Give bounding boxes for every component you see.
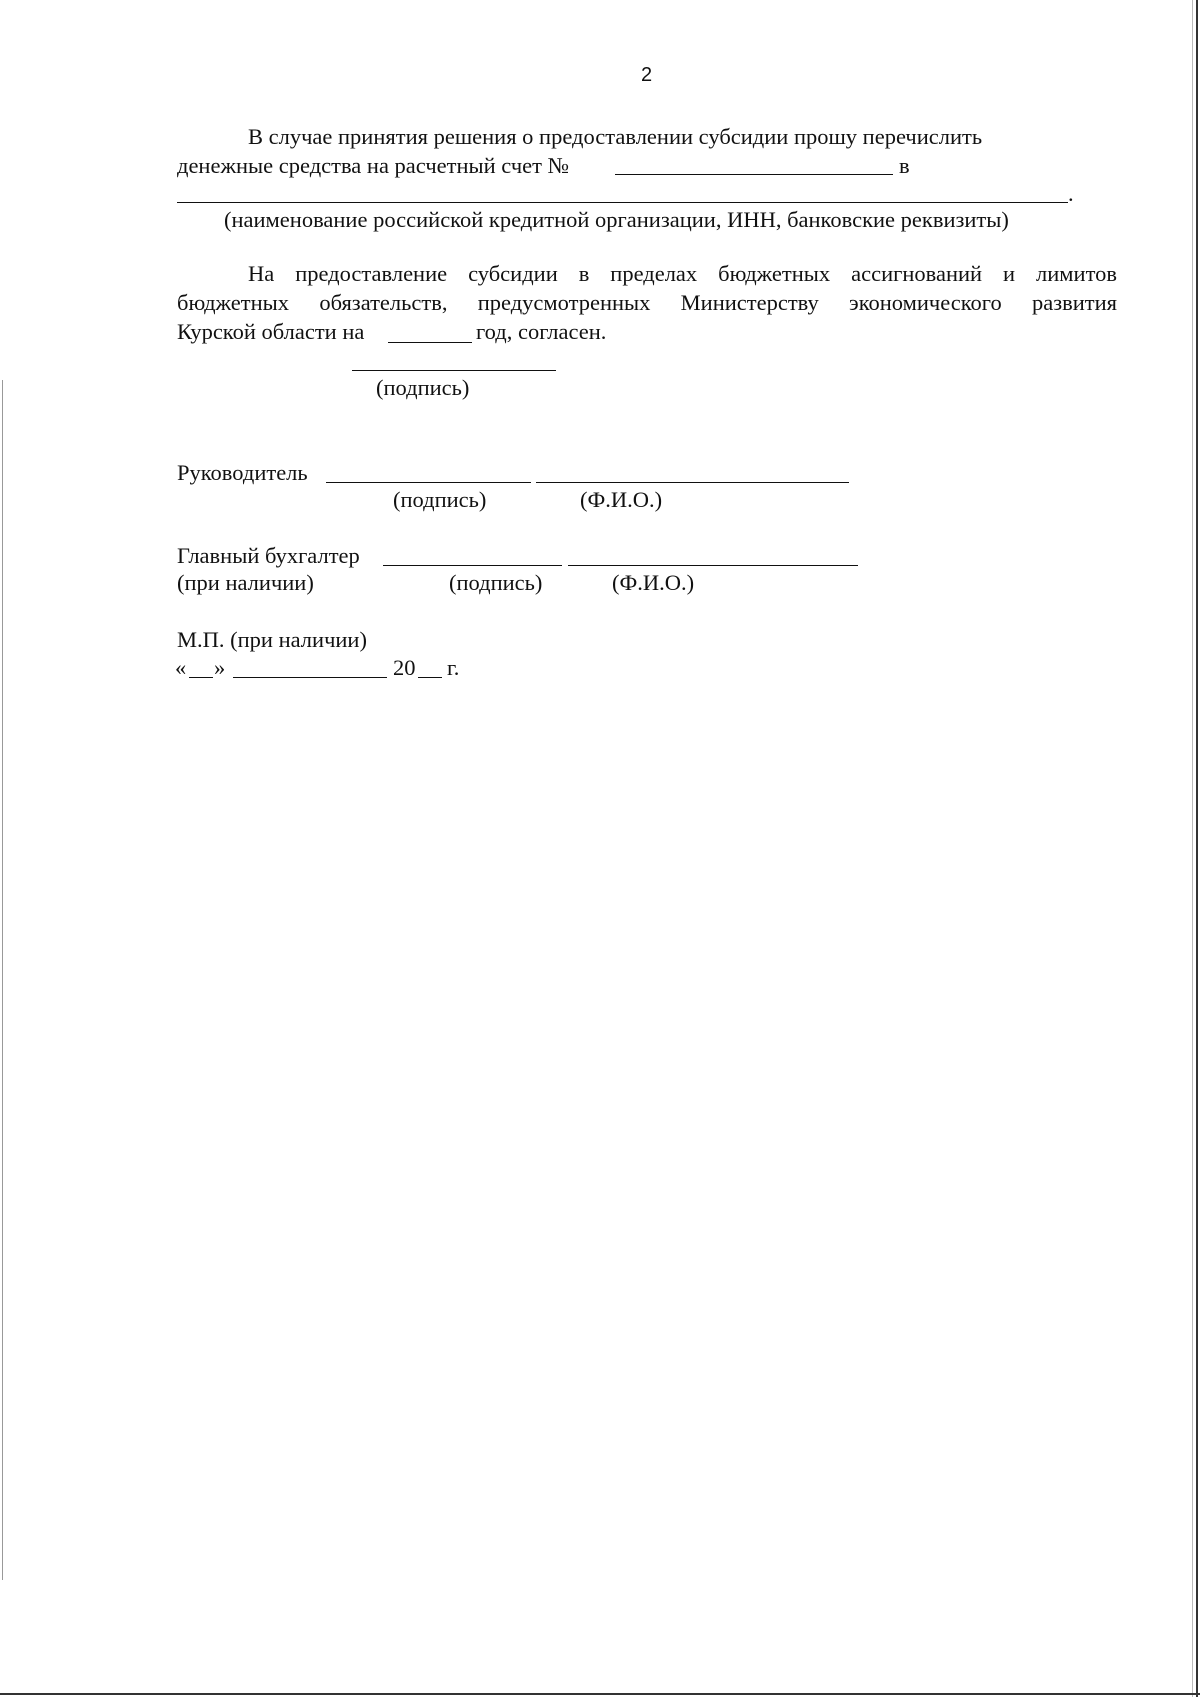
scan-edge xyxy=(2,380,3,1580)
director-name-blank xyxy=(536,482,849,483)
day-blank xyxy=(189,677,213,678)
scan-edge xyxy=(1196,0,1198,1697)
page-number: 2 xyxy=(641,64,653,86)
director-label: Руководитель xyxy=(177,460,308,485)
accountant-sublabel: (при наличии) xyxy=(177,570,314,595)
paragraph2-line2: бюджетных обязательств, предусмотренных Министерству экономического развития xyxy=(177,290,1117,315)
bank-name-blank xyxy=(177,202,1068,203)
stamp-label: М.П. (при наличии) xyxy=(177,627,367,652)
paragraph2 xyxy=(177,259,1117,317)
date-close-quote: » xyxy=(214,655,226,680)
accountant-name-caption: (Ф.И.О.) xyxy=(612,570,695,595)
date-open-quote: « xyxy=(175,655,187,680)
month-blank xyxy=(233,677,387,678)
signature-blank xyxy=(352,370,556,371)
paragraph2-line1: На предоставление субсидии в пределах бюджетных ассигнований и лимитов xyxy=(248,261,1117,286)
paragraph1-line1: В случае принятия решения о предоставлении субсидии прошу перечислить xyxy=(248,124,983,149)
scan-edge xyxy=(0,1693,1200,1695)
year-digits-blank xyxy=(418,677,442,678)
scan-edge xyxy=(1192,0,1193,1697)
director-signature-caption: (подпись) xyxy=(393,487,487,512)
bank-caption: (наименование российской кредитной организации, ИНН, банковские реквизиты) xyxy=(224,207,1009,232)
year-suffix: г. xyxy=(447,655,460,680)
accountant-label: Главный бухгалтер xyxy=(177,543,360,568)
accountant-signature-caption: (подпись) xyxy=(449,570,543,595)
signature-caption: (подпись) xyxy=(376,375,470,400)
paragraph1-period: . xyxy=(1068,181,1074,206)
year-prefix: 20 xyxy=(393,655,416,680)
paragraph2-line3-prefix: Курской области на xyxy=(177,319,365,344)
paragraph1-line2-prefix: денежные средства на расчетный счет № xyxy=(177,153,570,178)
paragraph1-line2-suffix: в xyxy=(899,153,910,178)
year-blank xyxy=(388,342,472,343)
paragraph2-line3-suffix: год, согласен. xyxy=(476,319,607,344)
accountant-name-blank xyxy=(568,565,858,566)
director-name-caption: (Ф.И.О.) xyxy=(580,487,663,512)
account-number-blank xyxy=(615,174,893,175)
director-signature-blank xyxy=(326,482,531,483)
accountant-signature-blank xyxy=(383,565,562,566)
